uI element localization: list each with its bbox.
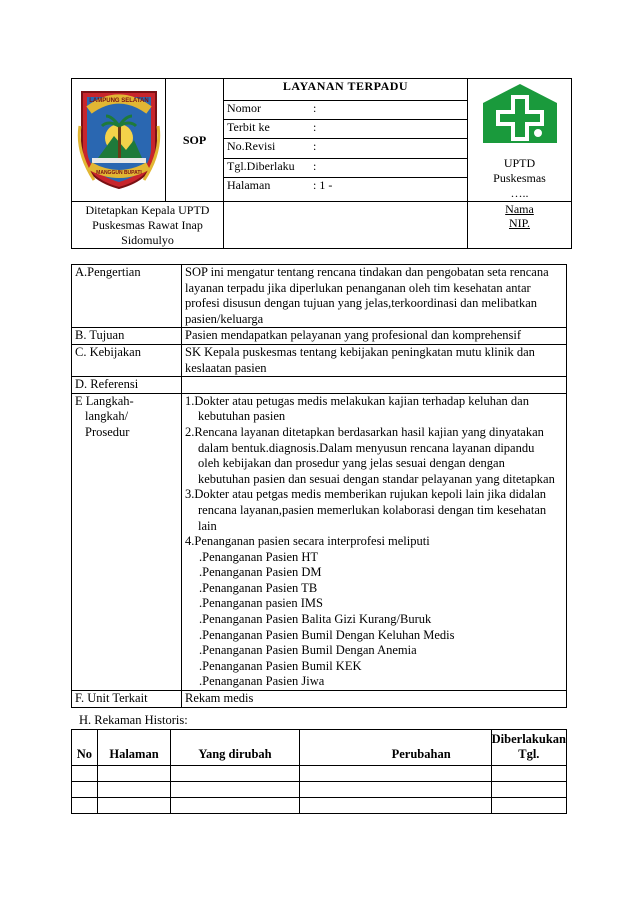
logo-text-top: LAMPUNG SELATAN <box>88 98 149 104</box>
document-title: LAYANAN TERPADU <box>224 79 468 101</box>
right-line-uptd: UPTD <box>503 156 536 170</box>
row-referensi <box>72 377 567 394</box>
row-pengertian <box>72 265 567 328</box>
meta-label: Halaman <box>227 178 271 193</box>
regency-emblem-icon <box>76 86 162 190</box>
text-line: layanan terpadu jika diperlukan penanganan oleh tim kesehatan antar <box>185 280 531 295</box>
col-diberlakukan-label: Diberlakukan <box>491 732 566 746</box>
value-pengertian <box>182 265 567 328</box>
right-line-puskesmas: Puskesmas <box>493 171 546 185</box>
text-line: SK Kepala puskesmas tentang kebijakan peningkatan mutu klinik dan <box>185 344 535 359</box>
puskesmas-cross-icon <box>480 81 560 147</box>
meta-value: : <box>313 158 317 173</box>
meta-value: : <box>313 139 317 154</box>
label-langkah <box>72 393 182 690</box>
meta-label: No.Revisi <box>227 139 276 154</box>
ditetapkan-cell <box>72 202 224 249</box>
value-langkah <box>182 393 567 690</box>
row-langkah <box>72 393 567 690</box>
meta-label: Nomor <box>227 100 261 115</box>
col-halaman: Halaman <box>97 730 171 766</box>
row-unit-terkait <box>72 691 567 708</box>
meta-row-halaman <box>224 178 468 202</box>
step-line: dalam bentuk.diagnosis.Dalam menyusun rencana layanan dipandu <box>198 440 535 455</box>
col-diberlakukan <box>491 730 566 766</box>
col-no: No <box>72 730 98 766</box>
history-cell <box>171 798 299 814</box>
regency-logo-cell <box>72 79 166 202</box>
history-cell <box>171 782 299 798</box>
label-line: langkah/ <box>85 409 129 424</box>
label-kebijakan: C. Kebijakan <box>72 344 182 376</box>
meta-row-terbit <box>224 119 468 138</box>
col-yang-dirubah: Yang dirubah <box>171 730 299 766</box>
header-table <box>71 78 572 249</box>
logo-text-bottom: MANGGUN BUPATI <box>95 170 142 176</box>
step-line: lain <box>198 518 217 533</box>
label-line: E Langkah- <box>75 393 134 408</box>
step-line: oleh kebijakan dan prosedur yang jelas sesuai dengan dengan <box>198 456 505 471</box>
history-cell <box>97 766 171 782</box>
text-line: pasien/keluarga <box>185 311 264 326</box>
history-cell <box>171 766 299 782</box>
col-perubahan: Perubahan <box>299 730 491 766</box>
step-subitem: .Penanganan Pasien DM <box>199 565 322 580</box>
text-line: profesi disusun dengan tujuan yang jelas,terkoordinasi dan melibatkan <box>185 296 537 311</box>
value-referensi <box>182 377 567 394</box>
puskesmas-cell <box>468 79 572 202</box>
history-cell <box>97 782 171 798</box>
value-tujuan: Pasien mendapatkan pelayanan yang profesional dan komprehensif <box>182 328 567 345</box>
history-cell <box>299 798 491 814</box>
text-line: keslaatan pasien <box>185 360 267 375</box>
ditetapkan-line-1: Ditetapkan Kepala UPTD <box>85 203 210 217</box>
step-subitem: .Penanganan pasien IMS <box>199 596 323 611</box>
meta-value: : 1 - <box>313 178 333 193</box>
sop-label: SOP <box>166 79 224 202</box>
step-subitem: .Penanganan Pasien Bumil KEK <box>199 658 362 673</box>
meta-row-tgl <box>224 158 468 177</box>
step-subitem: .Penanganan Pasien HT <box>199 549 319 564</box>
step-line: 2.Rencana layanan ditetapkan berdasarkan hasil kajian yang dinyatakan <box>185 424 544 439</box>
nip-label: NIP. <box>508 216 530 230</box>
history-table <box>71 729 567 814</box>
text-line: SOP ini mengatur tentang rencana tindakan dan pengobatan seta rencana <box>185 265 549 279</box>
history-cell <box>97 798 171 814</box>
step-line: 4.Penanganan pasien secara interprofesi meliputi <box>185 534 430 549</box>
row-kebijakan <box>72 344 567 376</box>
right-line-dots: ….. <box>510 186 529 200</box>
step-line: kebutuhan pasien <box>198 409 286 424</box>
nama-label: Nama <box>505 202 534 216</box>
value-kebijakan <box>182 344 567 376</box>
ditetapkan-line-2: Puskesmas Rawat Inap <box>92 218 203 232</box>
meta-row-revisi <box>224 139 468 158</box>
history-cell <box>72 766 98 782</box>
step-subitem: .Penanganan Pasien Balita Gizi Kurang/Buruk <box>199 612 432 627</box>
step-subitem: .Penanganan Pasien Jiwa <box>199 674 325 689</box>
step-line: rencana layanan,pasien memerlukan kolaborasi dengan tim kesehatan <box>198 502 547 517</box>
label-line: Prosedur <box>85 424 130 439</box>
history-row <box>72 798 567 814</box>
meta-value: : <box>313 100 317 115</box>
step-line: kebutuhan pasien dan sesuai dengan standar pelayanan yang ditetapkan <box>198 471 555 486</box>
label-unit-terkait: F. Unit Terkait <box>72 691 182 708</box>
history-cell <box>72 798 98 814</box>
nama-nip-cell <box>468 202 572 249</box>
label-referensi: D. Referensi <box>72 377 182 394</box>
meta-value: : <box>313 119 317 134</box>
sop-content-table <box>71 264 567 708</box>
history-cell <box>491 798 566 814</box>
step-subitem: .Penanganan Pasien Bumil Dengan Keluhan Medis <box>199 627 455 642</box>
meta-row-nomor <box>224 100 468 119</box>
ditetapkan-line-3: Sidomulyo <box>121 233 174 247</box>
signature-blank-cell <box>224 202 468 249</box>
value-unit-terkait: Rekam medis <box>182 691 567 708</box>
col-tgl-label: Tgl. <box>518 747 540 761</box>
label-pengertian: A.Pengertian <box>72 265 182 328</box>
history-title: H. Rekaman Historis: <box>79 713 188 727</box>
meta-label: Tgl.Diberlaku <box>227 158 295 173</box>
step-subitem: .Penanganan Pasien Bumil Dengan Anemia <box>199 643 417 658</box>
history-cell <box>491 782 566 798</box>
row-tujuan <box>72 328 567 345</box>
history-row <box>72 782 567 798</box>
history-cell <box>72 782 98 798</box>
history-cell <box>491 766 566 782</box>
meta-label: Terbit ke <box>227 119 270 134</box>
history-cell <box>299 782 491 798</box>
label-tujuan: B. Tujuan <box>72 328 182 345</box>
step-subitem: .Penanganan Pasien TB <box>199 580 318 595</box>
step-line: 3.Dokter atau petgas medis memberikan rujukan kepoli lain jika didalan <box>185 487 547 502</box>
step-line: 1.Dokter atau petugas medis melakukan kajian terhadap keluhan dan <box>185 393 529 408</box>
history-row <box>72 766 567 782</box>
history-cell <box>299 766 491 782</box>
